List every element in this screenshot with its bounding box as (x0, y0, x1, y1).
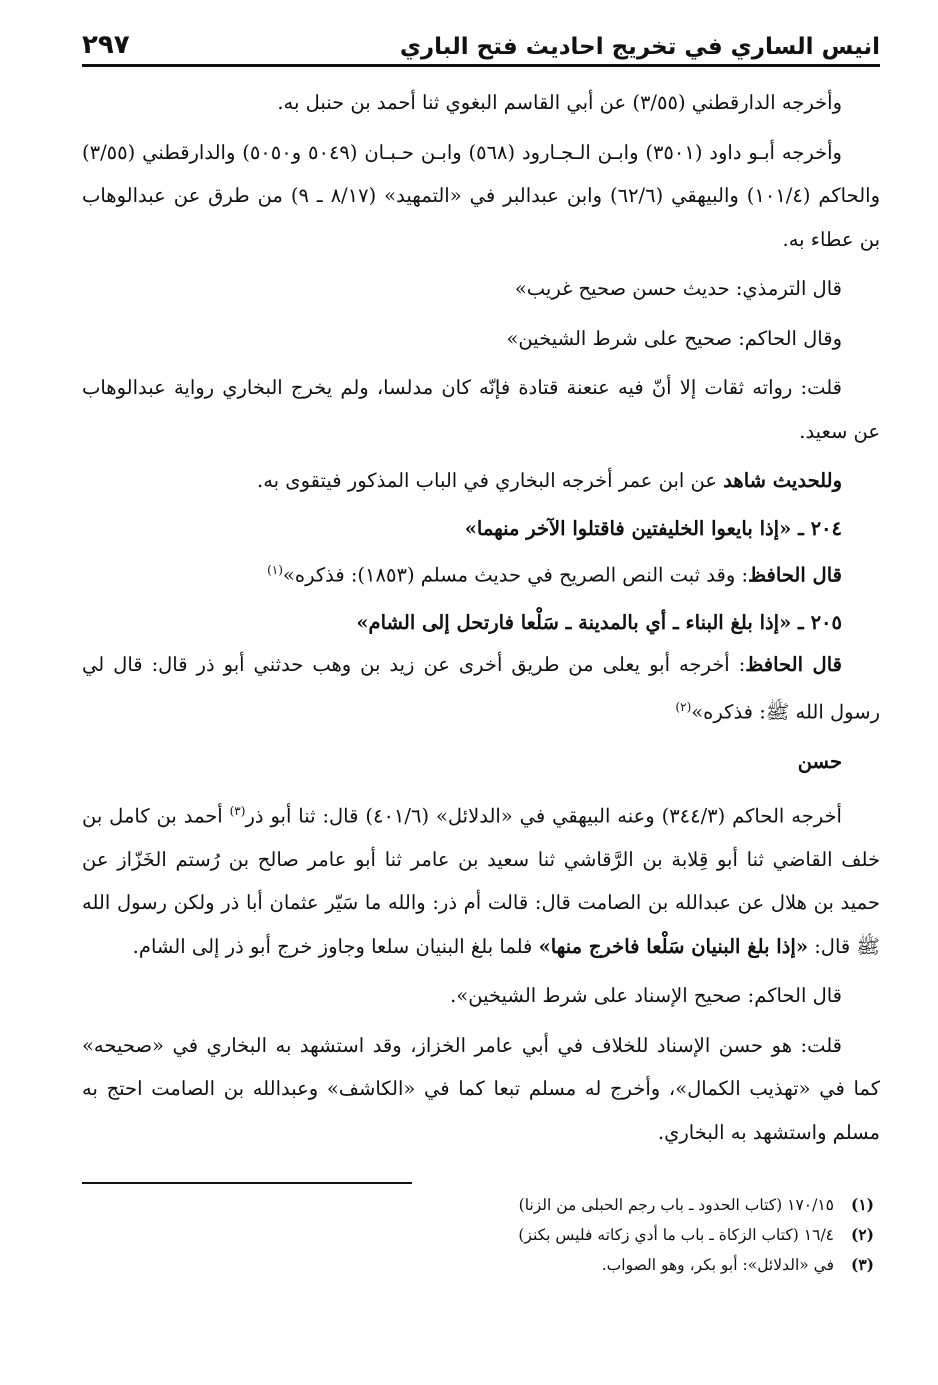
footnote-number: (٢) (850, 1225, 874, 1244)
tirmidhi-quote: قال الترمذي: حديث حسن صحيح غريب» (514, 277, 842, 300)
footnote (82, 1220, 880, 1250)
book-title: انيس الساري في تخريج احاديث فتح الباري (399, 34, 880, 60)
footnote-text: ١٧٠/١٥ (كتاب الحدود ـ باب رجم الحبلى من الزنا) (518, 1196, 834, 1214)
footnotes (82, 1190, 880, 1280)
hakim-quote: وقال الحاكم: صحيح على شرط الشيخين» (506, 326, 842, 350)
grade-label: حسن (797, 750, 842, 773)
footnote-separator (82, 1182, 412, 1184)
footnote-number: (٣) (850, 1255, 874, 1274)
footnote (82, 1250, 880, 1280)
takhrij-text-3: فلما بلغ البنيان سلعا وجاوز خرج أبو ذر إلى الشام. (132, 934, 539, 958)
hafiz-paragraph-205 (82, 643, 880, 735)
footnote-number: (١) (850, 1195, 874, 1214)
shahid-label: وللحديث شاهد (723, 469, 842, 492)
hakim-grading: قال الحاكم: صحيح الإسناد على شرط الشيخين». (450, 984, 842, 1007)
page-number: ٢٩٧ (82, 30, 130, 60)
hadith-matn: «إذا بلغ البنيان سَلْعا فاخرج منها» (538, 934, 809, 958)
author-comment-1: قلت: رواته ثقات إلا أنّ فيه عنعنة قتادة فإنّه كان مدلسا، ولم يخرج البخاري رواية عبدالوهاب عن سعيد. (82, 376, 880, 443)
running-header (82, 30, 880, 67)
author-comment-2: قلت: هو حسن الإسناد للخلاف في أبي عامر الخزاز، وقد استشهد به البخاري في «صحيحه» كما في «تهذيب الكمال»، وأخرج له مسلم تبعا كما في «الكاشف» وعبدالله بن الصامت احتج به مسلم واستشهد به البخاري. (82, 1033, 880, 1144)
footnote-ref-1[interactable]: (١) (267, 562, 283, 577)
takhrij-text-1: أخرجه الحاكم (٣٤٤/٣) وعنه البيهقي في «الدلائل» (٤٠١/٦) قال: ثنا أبو ذر (245, 804, 842, 827)
hafiz-text: : أخرجه أبو يعلى من طريق أخرى عن زيد بن وهب حدثني أبو ذر قال: قال لي رسول الله ﷺ: فذكره» (82, 652, 880, 724)
takhrij-text-2: أحمد بن كامل بن خلف القاضي ثنا أبو قِلابة بن الرَّقاشي ثنا سعيد بن عامر ثنا أبو عامر صالح بن رُستم الخَزّاز عن حميد بن هلال عن عبدالله بن الصامت قال: قالت أم ذر: والله ما سَيّر عثمان أبا ذر ولكن رسول الله ﷺ قال: (82, 804, 880, 958)
shahid-paragraph (82, 459, 880, 503)
hafiz-label: قال الحافظ (748, 563, 842, 586)
paragraph-1: وأخرجه الدارقطني (٣/٥٥) عن أبي القاسم البغوي ثنا أحمد بن حنبل به. (277, 91, 842, 114)
hafiz-label: قال الحافظ (745, 652, 842, 676)
footnote-ref-3[interactable]: (٣) (229, 803, 246, 818)
hafiz-paragraph-204 (82, 549, 880, 597)
footnote-text: ١٦/٤ (كتاب الزكاة ـ باب ما أدي زكاته فليس بكنز) (518, 1226, 834, 1244)
paragraph-2: وأخرجه أبـو داود (٣٥٠١) وابـن الـجـارود (٥٦٨) وابـن حـبـان (٥٠٤٩ و٥٠٥٠) والدارقطني (٣/٥٥) والحاكم (١٠١/٤) والبيهقي (٦٢/٦) وابن عبدالبر في «التمهيد» (٨/١٧ ـ ٩) من طرق عن عبدالوهاب بن عطاء به. (82, 140, 880, 251)
footnote-ref-2[interactable]: (٢) (675, 700, 692, 714)
footnote-separator-wrap (82, 1182, 880, 1184)
hadith-heading-205: ٢٠٥ ـ «إذا بلغ البناء ـ أي بالمدينة ـ سَلْعا فارتحل إلى الشام» (356, 610, 842, 634)
footnote-text: في «الدلائل»: أبو بكر، وهو الصواب. (601, 1256, 834, 1274)
shahid-text: عن ابن عمر أخرجه البخاري في الباب المذكور فيتقوى به. (257, 469, 724, 492)
hafiz-text: : وقد ثبت النص الصريح في حديث مسلم (١٨٥٣): فذكره» (282, 563, 749, 586)
footnote (82, 1190, 880, 1220)
hadith-heading-204: ٢٠٤ ـ «إذا بايعوا الخليفتين فاقتلوا الآخر منهما» (464, 516, 842, 540)
takhrij-paragraph (82, 790, 880, 969)
